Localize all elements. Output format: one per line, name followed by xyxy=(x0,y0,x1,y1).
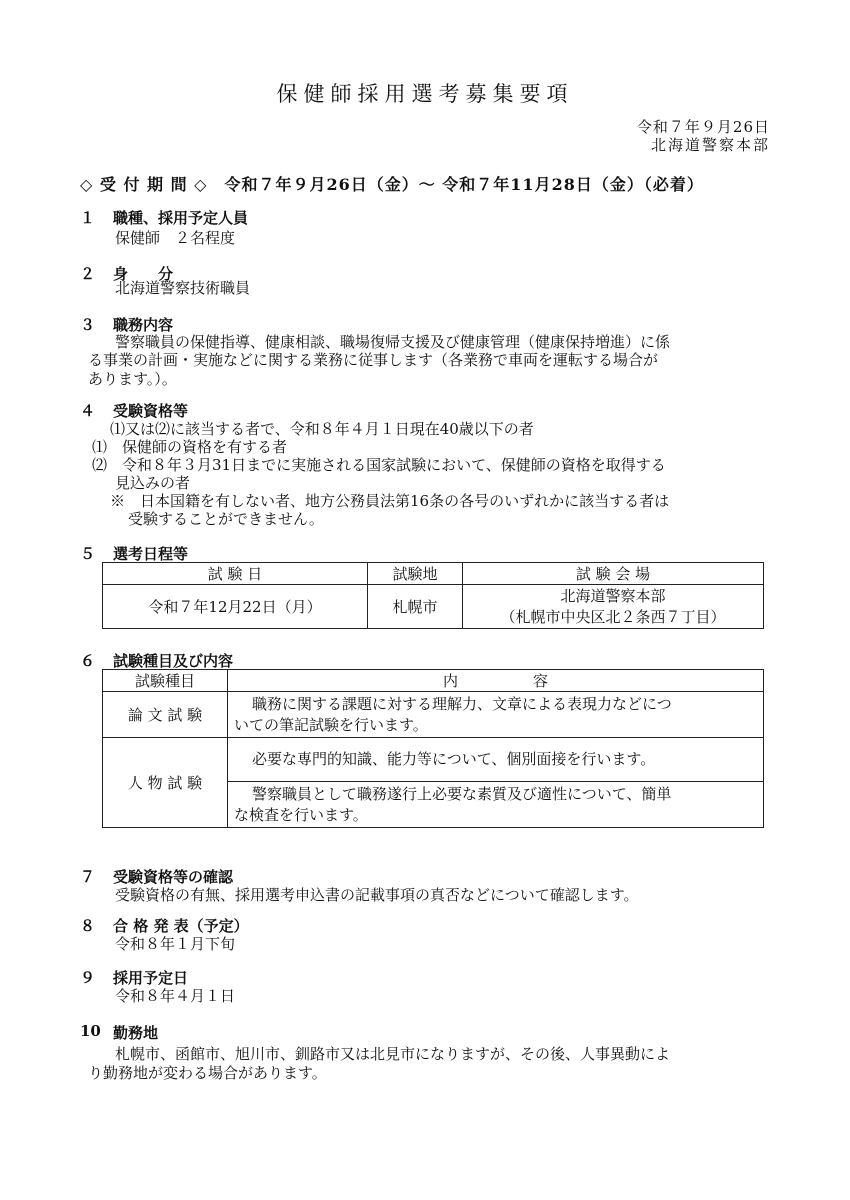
schedule-table xyxy=(102,562,764,629)
section-text: 警察職員の保健指導、健康相談、職場復帰支援及び健康管理（健康保持増進）に係 xyxy=(115,333,671,351)
exam-city: 札幌市 xyxy=(368,585,463,629)
application-period: ◇ 受 付 期 間 ◇ 令和７年９月26日（金）～ 令和７年11月28日（金）（必着） xyxy=(80,175,704,194)
section-number: ４ xyxy=(80,402,96,420)
table-header: 試験種目 xyxy=(103,670,228,692)
issuing-department: 北海道警察本部 xyxy=(650,136,770,154)
table-header: 試 験 会 場 xyxy=(463,563,764,585)
description-line: 警察職員として職務遂行上必要な素質及び適性について、簡単 xyxy=(252,784,672,803)
description-line: 必要な専門的知識、能力等について、個別面接を行います。 xyxy=(252,750,656,768)
table-header: 試験地 xyxy=(368,563,463,585)
description-line: いての筆記試験を行います。 xyxy=(234,715,428,734)
exam-venue xyxy=(463,585,764,629)
section-heading: 選考日程等 xyxy=(113,545,189,563)
section-number: ９ xyxy=(80,969,96,987)
exam-description xyxy=(228,738,764,782)
section-heading: 職務内容 xyxy=(113,316,174,334)
exam-description xyxy=(228,782,764,828)
section-text: 受験資格の有無、採用選考申込書の記載事項の真否などについて確認します。 xyxy=(115,886,639,904)
section-heading: 採用予定日 xyxy=(113,969,189,987)
section-number: 10 xyxy=(80,1022,101,1040)
exam-type: 論 文 試 験 xyxy=(103,692,228,738)
exam-description xyxy=(228,692,764,738)
section-heading: 試験種目及び内容 xyxy=(113,652,234,670)
section-text: ⑴ 保健師の資格を有する者 xyxy=(92,438,288,456)
table-header: 内 容 xyxy=(228,670,764,692)
section-number: ２ xyxy=(80,265,96,283)
section-text: 受験することができません。 xyxy=(128,510,324,528)
section-number: １ xyxy=(80,209,96,227)
venue-name: 北海道警察本部 xyxy=(560,586,666,605)
section-heading: 身 分 xyxy=(113,265,174,283)
section-number: ５ xyxy=(80,545,96,563)
section-heading: 職種、採用予定人員 xyxy=(113,209,249,227)
section-text: 令和８年１月下旬 xyxy=(115,935,236,953)
section-heading: 合 格 発 表（予定） xyxy=(113,917,249,935)
section-number: ８ xyxy=(80,917,96,935)
exam-date: 令和７年12月22日（月） xyxy=(103,585,368,629)
section-number: ３ xyxy=(80,316,96,334)
exam-type: 人 物 試 験 xyxy=(103,738,228,828)
section-number: ７ xyxy=(80,868,96,886)
section-text: る事業の計画・実施などに関する業務に従事します（各業務で車両を運転する場合が xyxy=(88,351,659,369)
section-text: ※ 日本国籍を有しない者、地方公務員法第16条の各号のいずれかに該当する者は xyxy=(110,492,670,510)
section-text: 札幌市、函館市、旭川市、釧路市又は北見市になりますが、その後、人事異動によ xyxy=(115,1045,671,1063)
issue-date: 令和７年９月26日 xyxy=(636,118,770,136)
exam-content-table xyxy=(102,669,764,828)
section-text: あります。）。 xyxy=(88,370,177,388)
section-heading: 勤務地 xyxy=(113,1024,159,1042)
table-header: 試 験 日 xyxy=(103,563,368,585)
section-number: ６ xyxy=(80,652,96,670)
venue-address: （札幌市中央区北２条西７丁目） xyxy=(500,607,726,626)
page-title: 保健師採用選考募集要項 xyxy=(276,82,574,106)
section-heading: 受験資格等 xyxy=(113,402,189,420)
section-text: ⑵ 令和８年３月31日までに実施される国家試験において、保健師の資格を取得する xyxy=(92,456,666,474)
section-heading: 受験資格等の確認 xyxy=(113,868,234,886)
section-text: り勤務地が変わる場合があります。 xyxy=(88,1064,327,1082)
section-text: 令和８年４月１日 xyxy=(115,987,236,1005)
section-text: 保健師 ２名程度 xyxy=(115,229,236,247)
section-text: ⑴又は⑵に該当する者で、令和８年４月１日現在40歳以下の者 xyxy=(110,420,534,438)
description-line: 職務に関する課題に対する理解力、文章による表現力などにつ xyxy=(252,694,672,713)
section-text: 北海道警察技術職員 xyxy=(115,279,251,297)
description-line: な検査を行います。 xyxy=(234,805,368,824)
section-text: 見込みの者 xyxy=(115,474,191,492)
